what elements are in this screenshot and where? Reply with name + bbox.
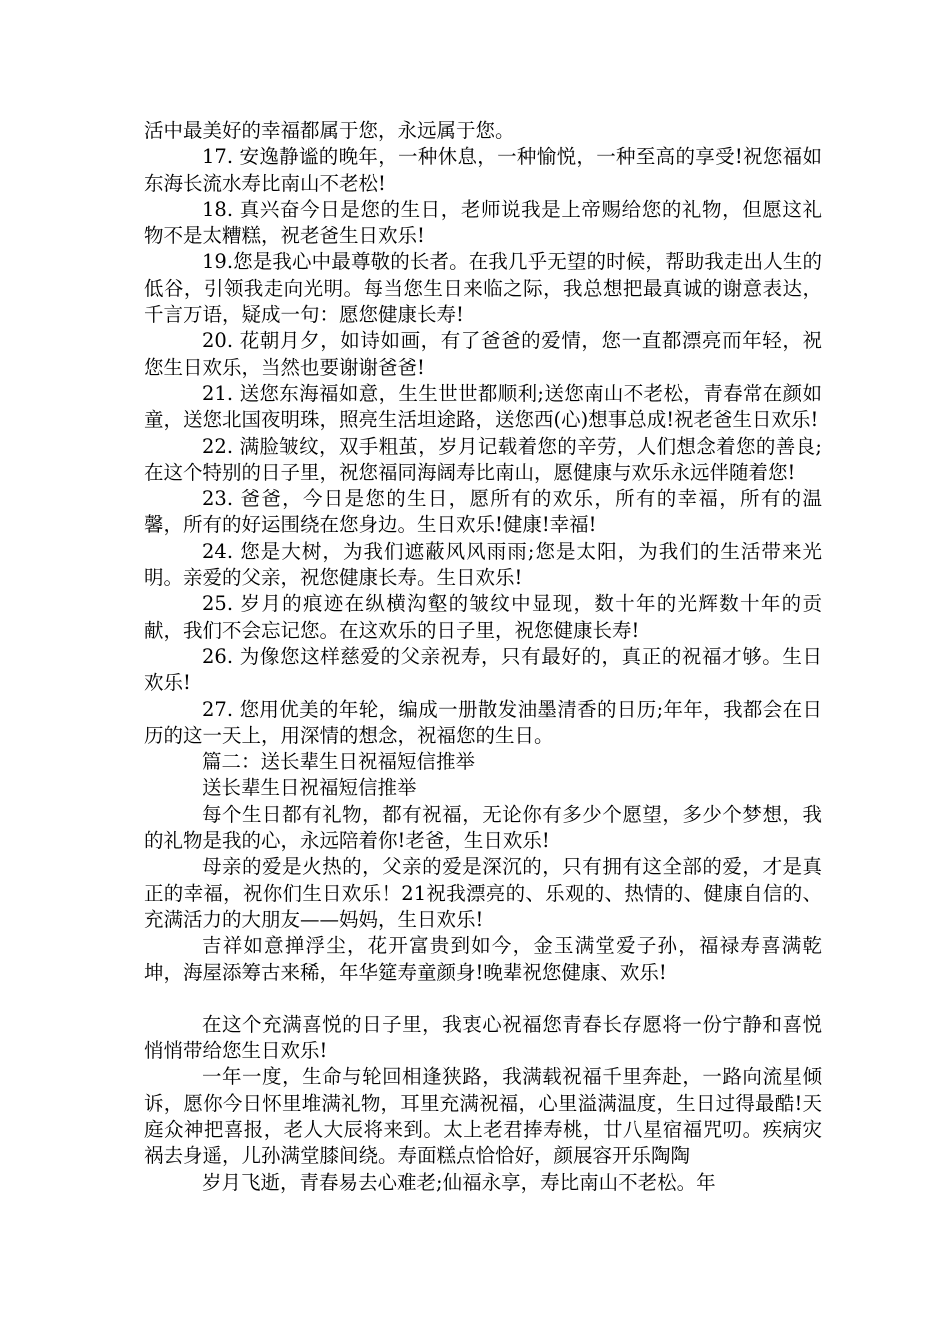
section-paragraph: 母亲的爱是火热的，父亲的爱是深沉的，只有拥有这全部的爱，才是真正的幸福，祝你们生日欢乐！21祝我漂亮的、乐观的、热情的、健康自信的、充满活力的大朋友——妈妈，生日欢乐! [144, 855, 822, 931]
section-paragraph: 吉祥如意掸浮尘，花开富贵到如今，金玉满堂爱子孙，福禄寿喜满乾坤，海屋添筹古来稀，年华筵寿童颜身!晚辈祝您健康、欢乐! [144, 934, 822, 984]
wish-17: 17. 安逸静谧的晚年，一种休息，一种愉悦，一种至高的享受!祝您福如东海长流水寿比南山不老松! [144, 145, 822, 195]
section-subheading: 送长辈生日祝福短信推举 [202, 776, 417, 800]
wish-23: 23. 爸爸，今日是您的生日，愿所有的欢乐，所有的幸福，所有的温馨，所有的好运围绕在您身边。生日欢乐!健康!幸福! [144, 487, 822, 537]
wish-20: 20. 花朝月夕，如诗如画，有了爸爸的爱情，您一直都漂亮而年轻，祝您生日欢乐，当然也要谢谢爸爸! [144, 329, 822, 379]
section-paragraph: 每个生日都有礼物，都有祝福，无论你有多少个愿望，多少个梦想，我的礼物是我的心，永远陪着你!老爸，生日欢乐! [144, 802, 822, 853]
blank-line [144, 986, 822, 1012]
section-paragraph: 岁月飞逝，青春易去心难老;仙福永享，寿比南山不老松。年 [202, 1170, 716, 1194]
wish-22: 22. 满脸皱纹，双手粗茧，岁月记载着您的辛劳，人们想念着您的善良;在这个特别的日子里，祝您福同海阔寿比南山，愿健康与欢乐永远伴随着您! [144, 434, 822, 484]
wish-25: 25. 岁月的痕迹在纵横沟壑的皱纹中显现，数十年的光辉数十年的贡献，我们不会忘记您。在这欢乐的日子里，祝您健康长寿! [144, 592, 822, 642]
wish-27: 27. 您用优美的年轮，编成一册散发油墨清香的日历;年年，我都会在日历的这一天上，用深情的想念，祝福您的生日。 [144, 697, 822, 747]
wish-21: 21. 送您东海福如意，生生世世都顺利;送您南山不老松，青春常在颜如童，送您北国夜明珠，照亮生活坦途路，送您西(心)想事总成!祝老爸生日欢乐! [144, 381, 822, 432]
paragraph-continued: 活中最美好的幸福都属于您，永远属于您。 [144, 119, 515, 142]
section-heading: 篇二：送长辈生日祝福短信推举 [202, 750, 476, 774]
wish-26: 26. 为像您这样慈爱的父亲祝寿，只有最好的，真正的祝福才够。生日欢乐! [144, 644, 822, 695]
section-paragraph: 在这个充满喜悦的日子里，我衷心祝福您青春长存愿将一份宁静和喜悦悄悄带给您生日欢乐! [144, 1012, 822, 1063]
wish-18: 18. 真兴奋今日是您的生日，老师说我是上帝赐给您的礼物，但愿这礼物不是太糟糕，祝老爸生日欢乐! [144, 197, 822, 248]
wish-19: 19.您是我心中最尊敬的长者。在我几乎无望的时候，帮助我走出人生的低谷，引领我走向光明。每当您生日来临之际，我总想把最真诚的谢意表达，千言万语，疑成一句：愿您健康长寿! [144, 250, 822, 327]
section-paragraph: 一年一度，生命与轮回相逢狭路，我满载祝福千里奔赴，一路向流星倾诉，愿你今日怀里堆满礼物，耳里充满祝福，心里溢满温度，生日过得最酷!天庭众神把喜报，老人大辰将来到。太上老君捧寿桃，廿八星宿福咒叨。疾病灾祸去身遥，儿孙满堂膝间绕。寿面糕点恰恰好，颜展容开乐陶陶 [144, 1065, 822, 1168]
wish-24: 24. 您是大树，为我们遮蔽风风雨雨;您是太阳，为我们的生活带来光明。亲爱的父亲，祝您健康长寿。生日欢乐! [144, 539, 822, 590]
